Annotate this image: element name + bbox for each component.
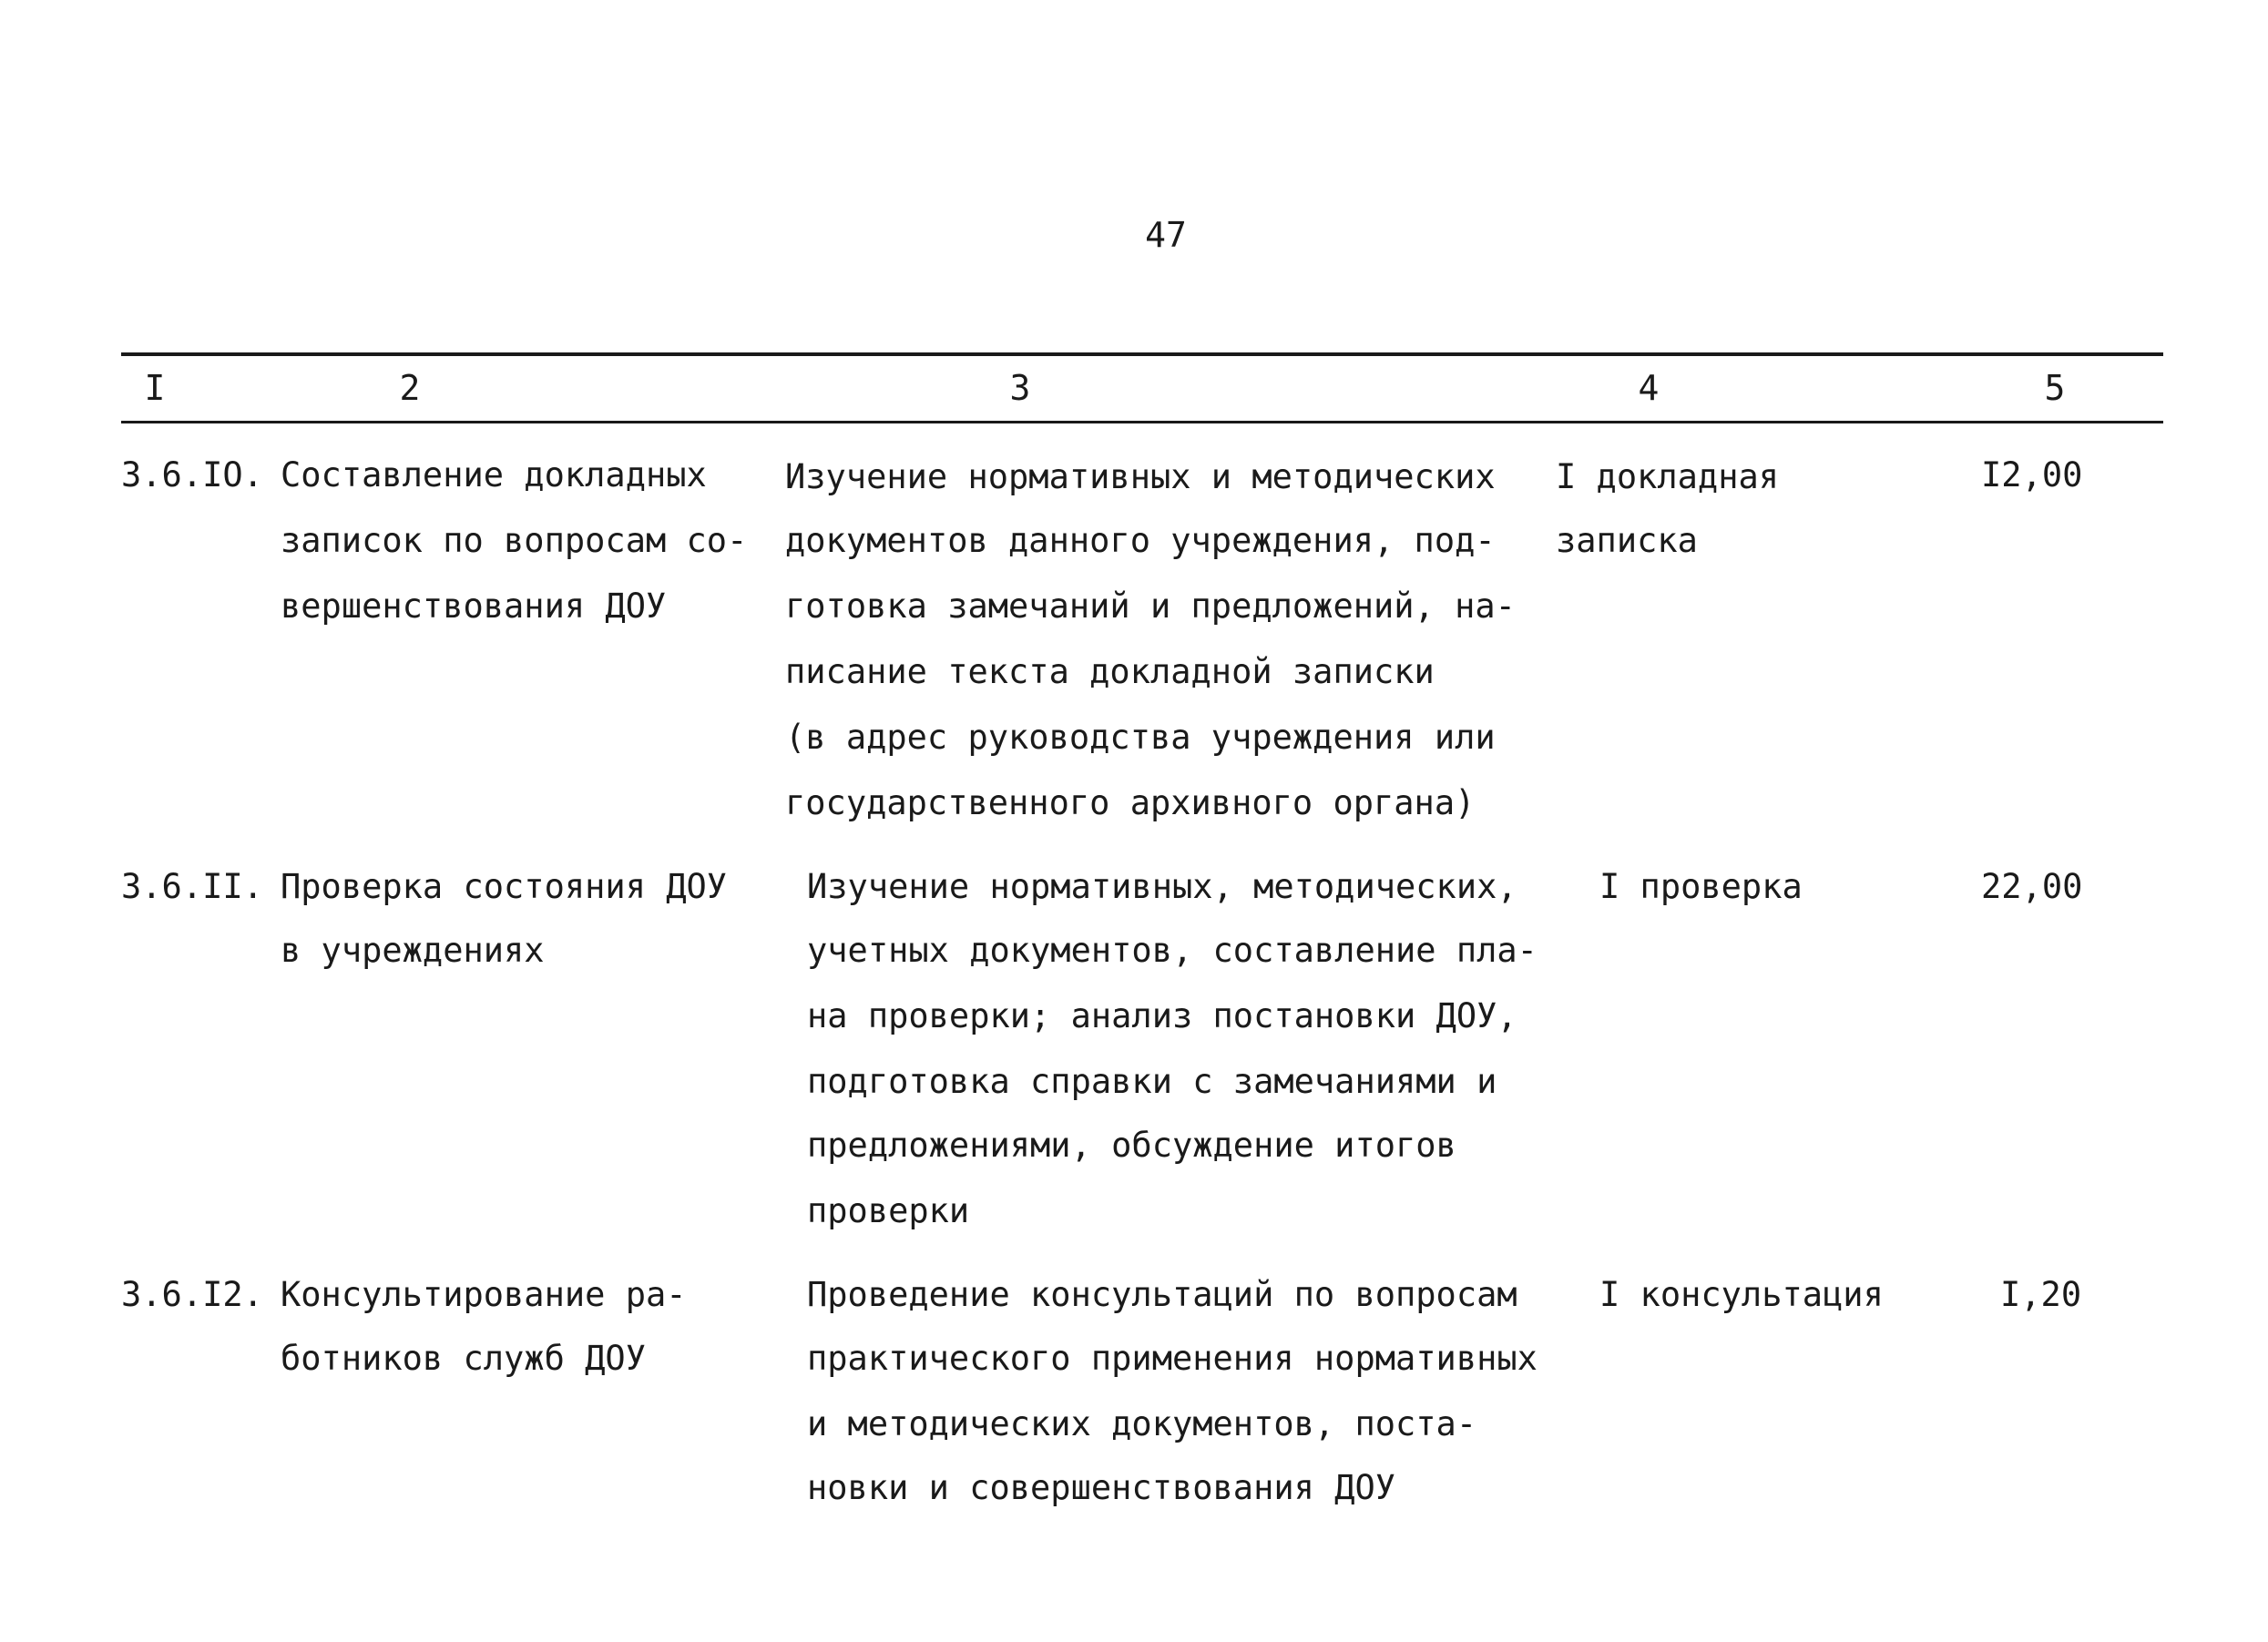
column-header-1: I: [144, 368, 166, 408]
row-content-line: документов данного учреждения, под-: [785, 521, 1496, 560]
row-name-line: Составление докладных: [281, 455, 707, 495]
row-content-line: практического применения нормативных: [807, 1339, 1538, 1378]
row-name-line: Консультирование ра-: [281, 1275, 687, 1314]
row-code: 3.6.IO.: [121, 455, 263, 495]
row-content-line: предложениями, обсуждение итогов: [807, 1126, 1456, 1165]
row-content-line: учетных документов, составление пла-: [807, 931, 1538, 970]
row-content-line: на проверки; анализ постановки ДОУ,: [807, 996, 1517, 1035]
row-name-line: ботников служб ДОУ: [281, 1339, 646, 1378]
row-name-line: в учреждениях: [281, 931, 545, 970]
row-unit-line: I консультация: [1599, 1275, 1884, 1314]
row-content-line: Проведение консультаций по вопросам: [807, 1275, 1517, 1314]
row-content-line: государственного архивного органа): [785, 783, 1476, 822]
column-header-4: 4: [1638, 368, 1660, 408]
row-content-line: (в адрес руководства учреждения или: [785, 718, 1496, 757]
column-header-3: 3: [1009, 368, 1031, 408]
row-name-line: вершенствования ДОУ: [281, 586, 667, 626]
table-top-rule: [121, 352, 2163, 356]
row-content-line: Изучение нормативных и методических: [785, 457, 1496, 496]
row-content-line: готовка замечаний и предложений, на-: [785, 586, 1516, 626]
page-number: 47: [1145, 215, 1187, 255]
row-name-line: Проверка состояния ДОУ: [281, 867, 728, 906]
row-norm: I,20: [2000, 1275, 2082, 1314]
row-content-line: Изучение нормативных, методических,: [807, 867, 1517, 906]
row-code: 3.6.I2.: [121, 1275, 263, 1314]
column-header-5: 5: [2044, 368, 2066, 408]
row-unit-line: I проверка: [1599, 867, 1803, 906]
row-content-line: писание текста докладной записки: [785, 652, 1435, 691]
row-norm: 22,00: [1981, 867, 2083, 906]
table-header-rule: [121, 421, 2163, 423]
row-unit-line: записка: [1556, 521, 1698, 560]
row-unit-line: I докладная: [1556, 457, 1780, 496]
row-content-line: проверки: [807, 1191, 970, 1230]
row-content-line: и методических документов, поста-: [807, 1404, 1477, 1443]
row-content-line: новки и совершенствования ДОУ: [807, 1468, 1396, 1507]
row-code: 3.6.II.: [121, 867, 263, 906]
column-header-2: 2: [399, 368, 421, 408]
row-norm: I2,00: [1981, 455, 2083, 495]
row-name-line: записок по вопросам со-: [281, 521, 748, 560]
row-content-line: подготовка справки с замечаниями и: [807, 1062, 1497, 1101]
